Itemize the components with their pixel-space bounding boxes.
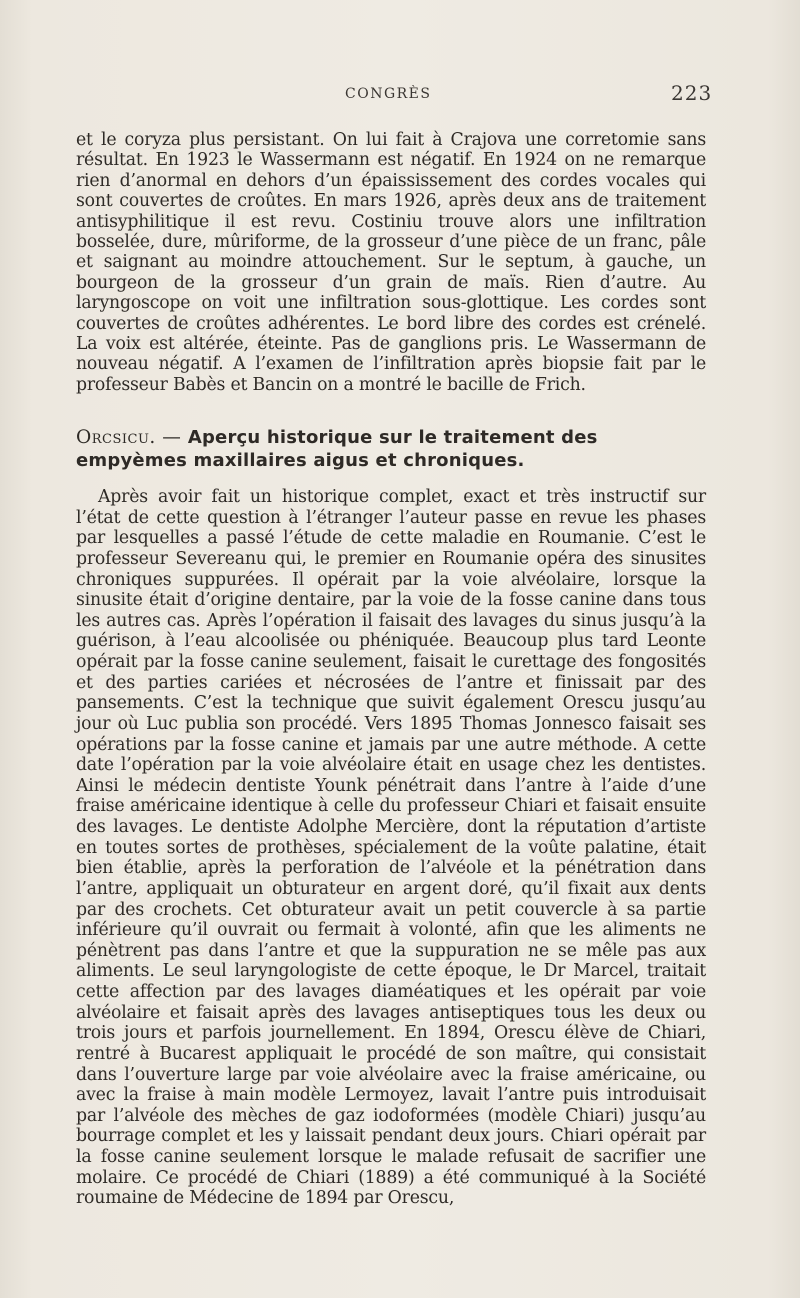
- section-heading: [76, 426, 706, 472]
- paragraph-history: Après avoir fait un historique complet, exact et très instructif sur l’état de cette question à l’étranger l’auteur passe en revue les phases par lesquelles a passé l’étude de cette maladie en Roumanie. C’est le professeur Severeanu qui, le premier en Roumanie opéra des sinusites chroniques suppurées. Il opérait par la voie alvéolaire, lorsque la sinusite était d’origine dentaire, par la voie de la fosse canine dans tous les autres cas. Après l’opération il faisait des lavages du sinus jusqu’à la guérison, à l’eau alcoolisée ou phéniquée. Beaucoup plus tard Leonte opérait par la fosse canine seulement, faisait le curettage des fongosités et des parties cariées et nécrosées de l’antre et finissait par des pansements. C’est la technique que suivit également Orescu jusqu’au jour où Luc publia son procédé. Vers 1895 Thomas Jonnesco faisait ses opérations par la fosse canine et jamais par une autre méthode. A cette date l’opération par la voie alvéolaire était en usage chez les dentistes. Ainsi le médecin dentiste Younk pénétrait dans l’antre à l’aide d’une fraise américaine identique à celle du professeur Chiari et faisait ensuite des lavages. Le dentiste Adolphe Mercière, dont la réputation d’artiste en toutes sortes de prothèses, spécialement de la voûte palatine, était bien établie, après la perforation de l’alvéole et la pénétration dans l’antre, appliquait un obturateur en argent doré, qu’il fixait aux dents par des crochets. Cet obturateur avait un petit couvercle à sa partie inférieure qu’il ouvrait ou fermait à volonté, afin que les aliments ne pénètrent pas dans l’antre et que la suppuration ne se mêle pas aux aliments. Le seul laryngologiste de cette époque, le Dr Marcel, traitait cette affection par des lavages diaméatiques et les opérait par voie alvéolaire et faisait après des lavages antiseptiques tous les deux ou trois jours et parfois journellement. En 1894, Orescu élève de Chiari, rentré à Bucarest appliquait le procédé de son maître, qui consistait dans l’ouverture large par voie alvéolaire avec la fraise américaine, ou avec la fraise à main modèle Lermoyez, lavait l’antre puis introduisait par l’alvéole des mèches de gaz iodoformées (modèle Chiari) jusqu’au bourrage complet et les y laissait pendant deux jours. Chiari opérait par la fosse canine seulement lorsque le malade refusait de sacrifier une molaire. Ce procédé de Chiari (1889) a été communiqué à la Société roumaine de Médecine de 1894 par Orescu,: [76, 487, 706, 1209]
- section-title: Aperçu historique sur le traitement des empyèmes maxillaires aigus et chroniques.: [76, 427, 598, 471]
- running-title: CONGRÈS: [345, 86, 432, 102]
- paragraph-case-report: et le coryza plus persistant. On lui fait à Crajova une corretomie sans résultat. En 1923 le Wassermann est négatif. En 1924 on ne remarque rien d’anormal en dehors d’un épaississement des cordes vocales qui sont couvertes de croûtes. En mars 1926, après deux ans de traitement antisyphilitique il est revu. Costiniu trouve alors une infiltration bosselée, dure, mûriforme, de la grosseur d’une pièce de un franc, pâle et saignant au moindre attouchement. Sur le septum, à gauche, un bourgeon de la grosseur d’un grain de maïs. Rien d’autre. Au laryngoscope on voit une infiltration sous-glottique. Les cordes sont couvertes de croûtes adhérentes. Le bord libre des cordes est crénelé. La voix est altérée, éteinte. Pas de ganglions pris. Le Wassermann de nouveau négatif. A l’examen de l’infiltration après biopsie fait par le professeur Babès et Bancin on a montré le bacille de Frich.: [76, 130, 706, 395]
- page-number: 223: [671, 81, 713, 105]
- section-author: Orcsicu. —: [76, 427, 182, 448]
